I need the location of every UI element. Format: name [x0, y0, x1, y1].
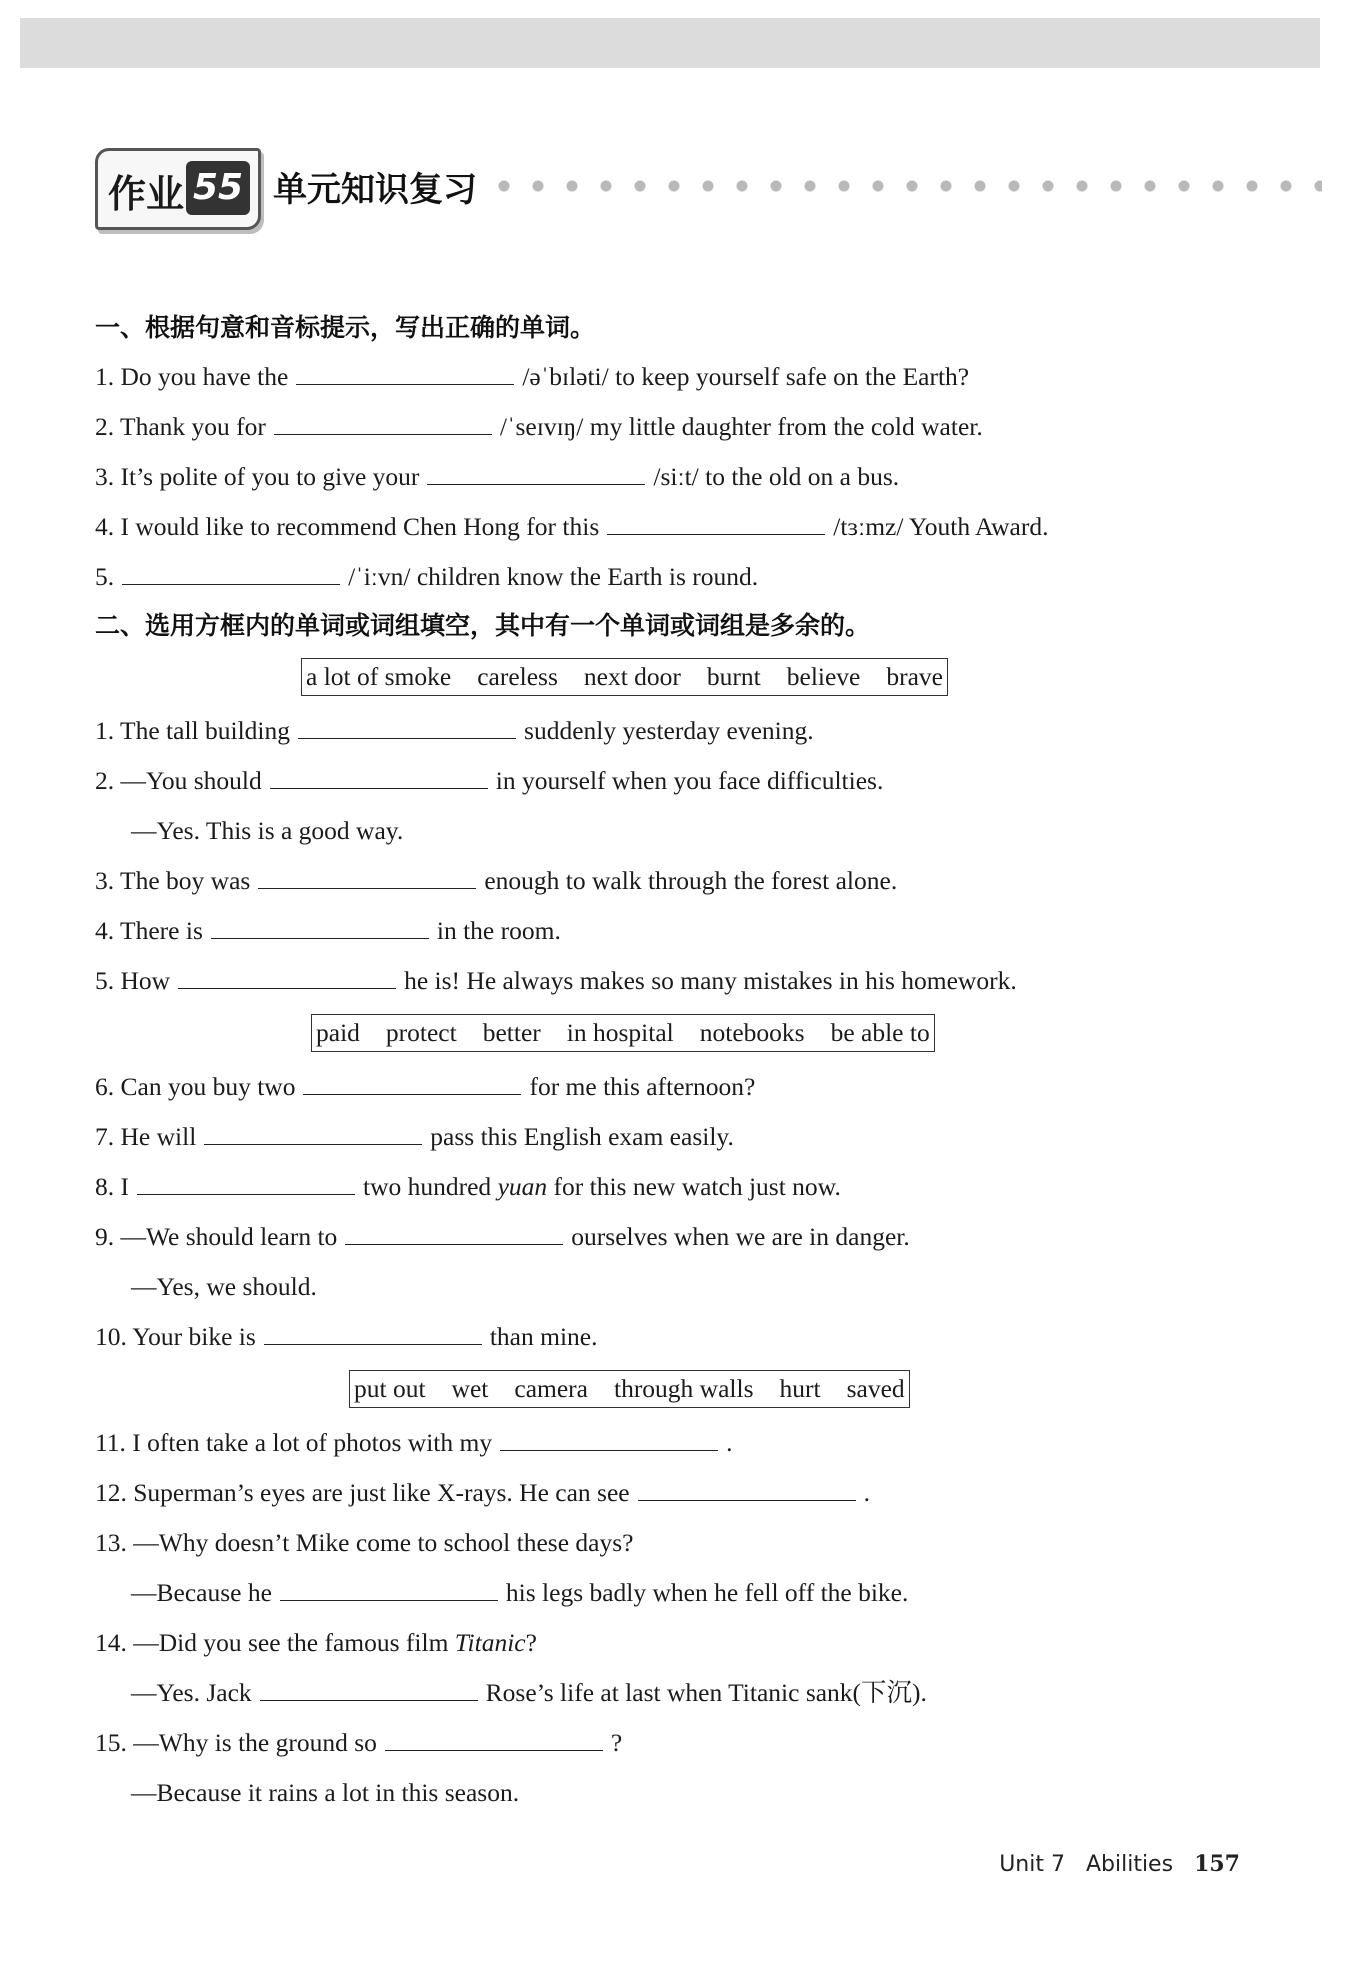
- section1-heading: 一、根据句意和音标提示，写出正确的单词。: [95, 313, 596, 342]
- word-option: camera: [514, 1374, 588, 1403]
- word-box-row-2: [95, 1006, 1235, 1062]
- question-text: .: [863, 1478, 870, 1507]
- question-text: 9. —We should learn to: [95, 1222, 338, 1251]
- answer-blank[interactable]: [274, 410, 492, 435]
- word-option: hurt: [779, 1374, 821, 1403]
- lesson-title: 单元知识复习: [273, 170, 477, 210]
- question-text: 1. The tall building: [95, 716, 291, 745]
- s2-question-7: [95, 1112, 1235, 1162]
- dotted-divider: [487, 176, 1322, 196]
- word-box-2: [311, 1014, 935, 1052]
- question-text: enough to walk through the forest alone.: [484, 866, 898, 895]
- word-option: notebooks: [699, 1018, 805, 1047]
- question-text: 3. It’s polite of you to give your: [95, 462, 420, 491]
- word-option: brave: [886, 662, 944, 691]
- answer-blank[interactable]: [260, 1676, 478, 1701]
- word-option: paid: [316, 1018, 360, 1047]
- question-text: 1. Do you have the: [95, 362, 289, 391]
- question-text: —Because he: [131, 1578, 272, 1607]
- s1-question-3: [95, 452, 1235, 502]
- answer-blank[interactable]: [280, 1576, 498, 1601]
- question-text: pass this English exam easily.: [430, 1122, 734, 1151]
- question-text: than mine.: [489, 1322, 598, 1351]
- word-option: next door: [583, 662, 681, 691]
- answer-blank[interactable]: [500, 1426, 718, 1451]
- s2-question-8: [95, 1162, 1235, 1212]
- italic-word: Titanic: [454, 1628, 526, 1657]
- s1-question-1: [95, 352, 1235, 402]
- question-text: suddenly yesterday evening.: [524, 716, 814, 745]
- question-text: 2. —You should: [95, 766, 262, 795]
- question-text: —Yes. Jack: [131, 1678, 252, 1707]
- s2-question-14: [95, 1618, 1235, 1668]
- s2-reply-9: —Yes, we should.: [131, 1272, 317, 1301]
- question-text: 4. I would like to recommend Chen Hong for this: [95, 512, 600, 541]
- question-text: in the room.: [436, 916, 561, 945]
- word-option: burnt: [706, 662, 761, 691]
- question-text: 7. He will: [95, 1122, 197, 1151]
- word-option: wet: [451, 1374, 489, 1403]
- s1-question-5: [95, 552, 1235, 602]
- footer-topic: Abilities: [1085, 1852, 1174, 1877]
- question-text: /ˈiːvn/ children know the Earth is round.: [348, 562, 759, 591]
- word-option: protect: [385, 1018, 457, 1047]
- answer-blank[interactable]: [345, 1220, 563, 1245]
- s2-question-10: [95, 1312, 1235, 1362]
- answer-blank[interactable]: [296, 360, 514, 385]
- question-text: 10. Your bike is: [95, 1322, 256, 1351]
- question-text: 6. Can you buy two: [95, 1072, 296, 1101]
- badge-number: 55: [186, 161, 250, 215]
- answer-blank[interactable]: [303, 1070, 521, 1095]
- footer-unit: Unit 7: [999, 1852, 1065, 1877]
- word-box-1: [301, 658, 948, 696]
- question-text: ?: [525, 1628, 537, 1657]
- italic-word: yuan: [497, 1172, 548, 1201]
- word-option: saved: [846, 1374, 905, 1403]
- page-footer: [985, 1851, 1240, 1877]
- word-box-3: [349, 1370, 910, 1408]
- answer-blank[interactable]: [122, 560, 340, 585]
- s1-question-4: [95, 502, 1235, 552]
- question-text: for this new watch just now.: [553, 1172, 841, 1201]
- question-text: 12. Superman’s eyes are just like X-rays. He can see: [95, 1478, 630, 1507]
- question-text: 2. Thank you for: [95, 412, 266, 441]
- answer-blank[interactable]: [137, 1170, 355, 1195]
- answer-blank[interactable]: [258, 864, 476, 889]
- word-option: be able to: [830, 1018, 930, 1047]
- s2-question-13: 13. —Why doesn’t Mike come to school these days?: [95, 1528, 634, 1557]
- question-text: his legs badly when he fell off the bike.: [505, 1578, 909, 1607]
- section2-heading: 二、选用方框内的单词或词组填空，其中有一个单词或词组是多余的。: [95, 611, 871, 640]
- question-text: 5. How: [95, 966, 171, 995]
- answer-blank[interactable]: [211, 914, 429, 939]
- s2-question-6: [95, 1062, 1235, 1112]
- s2-reply-13: [95, 1568, 1235, 1618]
- question-text: 5.: [95, 562, 115, 591]
- question-text: 11. I often take a lot of photos with my: [95, 1428, 493, 1457]
- s2-question-12: [95, 1468, 1235, 1518]
- word-option: through walls: [613, 1374, 754, 1403]
- s2-question-9: [95, 1212, 1235, 1262]
- question-text: /ˈseɪvɪŋ/ my little daughter from the cold water.: [499, 412, 983, 441]
- s2-question-5: [95, 956, 1235, 1006]
- question-text: Rose’s life at last when Titanic sank(下沉).: [485, 1678, 927, 1707]
- answer-blank[interactable]: [264, 1320, 482, 1345]
- s1-question-2: [95, 402, 1235, 452]
- word-option: better: [482, 1018, 541, 1047]
- s2-reply-15: —Because it rains a lot in this season.: [131, 1778, 520, 1807]
- word-option: put out: [354, 1374, 426, 1403]
- question-text: in yourself when you face difficulties.: [495, 766, 884, 795]
- badge-word: 作业: [108, 172, 185, 216]
- word-option: a lot of smoke: [306, 662, 452, 691]
- s2-question-2: [95, 756, 1235, 806]
- answer-blank[interactable]: [638, 1476, 856, 1501]
- question-text: /siːt/ to the old on a bus.: [653, 462, 900, 491]
- question-text: /əˈbɪləti/ to keep yourself safe on the Earth?: [522, 362, 970, 391]
- question-text: 4. There is: [95, 916, 203, 945]
- s2-question-15: [95, 1718, 1235, 1768]
- answer-blank[interactable]: [427, 460, 645, 485]
- question-text: /tɜːmz/ Youth Award.: [833, 512, 1049, 541]
- lesson-badge: [95, 148, 261, 230]
- question-text: .: [726, 1428, 733, 1457]
- word-option: in hospital: [566, 1018, 674, 1047]
- s2-question-11: [95, 1418, 1235, 1468]
- answer-blank[interactable]: [178, 964, 396, 989]
- lesson-header: [95, 148, 1325, 228]
- s2-question-4: [95, 906, 1235, 956]
- question-text: 15. —Why is the ground so: [95, 1728, 377, 1757]
- question-text: for me this afternoon?: [529, 1072, 756, 1101]
- answer-blank[interactable]: [270, 764, 488, 789]
- scan-top-band: [20, 18, 1320, 68]
- answer-blank[interactable]: [204, 1120, 422, 1145]
- question-text: ?: [610, 1728, 623, 1757]
- word-option: believe: [786, 662, 861, 691]
- s2-reply-2: —Yes. This is a good way.: [131, 816, 404, 845]
- word-option: careless: [477, 662, 558, 691]
- word-box-row-3: [95, 1362, 1235, 1418]
- question-text: ourselves when we are in danger.: [571, 1222, 910, 1251]
- question-text: he is! He always makes so many mistakes in his homework.: [404, 966, 1017, 995]
- s2-reply-14: [95, 1668, 1235, 1718]
- worksheet-content: [95, 304, 1235, 1818]
- answer-blank[interactable]: [607, 510, 825, 535]
- word-box-row-1: [95, 650, 1235, 706]
- s2-question-1: [95, 706, 1235, 756]
- question-text: 14. —Did you see the famous film: [95, 1628, 449, 1657]
- answer-blank[interactable]: [298, 714, 516, 739]
- s2-question-3: [95, 856, 1235, 906]
- question-text: two hundred: [363, 1172, 492, 1201]
- question-text: 8. I: [95, 1172, 129, 1201]
- page-number: 157: [1194, 1851, 1240, 1877]
- question-text: 3. The boy was: [95, 866, 251, 895]
- answer-blank[interactable]: [385, 1726, 603, 1751]
